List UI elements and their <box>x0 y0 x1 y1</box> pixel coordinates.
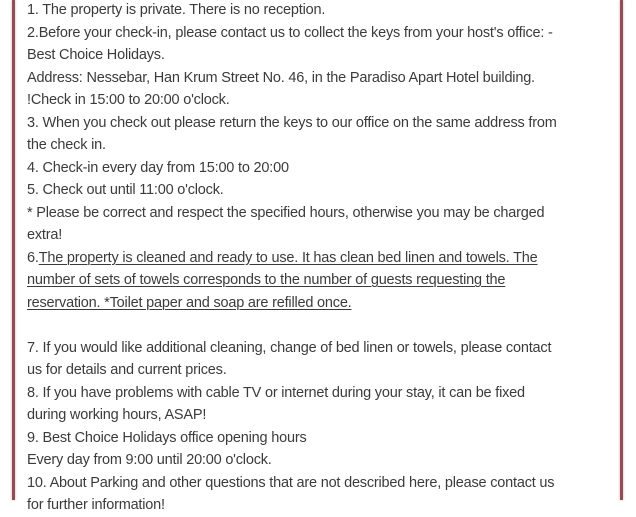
doc-line-before-checkin: 2.Before your check-in, please contact us to collect the keys from your host's office: - <box>27 24 553 41</box>
right-border-line <box>620 0 623 500</box>
doc-line-checkout-time: 5. Check out until 11:00 o'clock. <box>27 182 224 198</box>
doc-line-extra-cleaning-2: us for details and current prices. <box>27 362 227 378</box>
doc-line-parking-1: 10. About Parking and other questions that are not described here, please contact us <box>27 474 555 491</box>
doc-line-parking-2: for further information! <box>27 497 165 513</box>
document-content <box>27 0 612 517</box>
doc-line-address: Address: Nessebar, Han Krum Street No. 46, in the Paradiso Apart Hotel building. <box>27 69 535 86</box>
left-border-line <box>12 0 15 500</box>
doc-line-cleaned-property-1 <box>27 247 612 270</box>
doc-line-office-hours-value: Every day from 9:00 until 20:00 o'clock. <box>27 452 272 468</box>
doc-line-checkout-keys-2: the check in. <box>27 137 106 153</box>
underlined-text: The property is cleaned and ready to use. It has clean bed linen and towels. The <box>38 249 538 266</box>
doc-line-blank <box>27 314 612 337</box>
doc-line-cleaned-property-2: number of sets of towels corresponds to the number of guests requesting the <box>27 272 506 288</box>
item-number: 6. <box>27 249 39 266</box>
doc-line-respect-hours-2: extra! <box>27 227 63 243</box>
doc-line-extra-cleaning-1: 7. If you would like additional cleaning, change of bed linen or towels, please contact <box>27 339 552 356</box>
doc-line-respect-hours-1: * Please be correct and respect the specified hours, otherwise you may be charged <box>27 204 545 221</box>
doc-line-office-hours-title: 9. Best Choice Holidays office opening hours <box>27 429 307 446</box>
doc-line-cleaned-property-3: reservation. *Toilet paper and soap are refilled once. <box>27 294 352 311</box>
doc-line-agency-name: Best Choice Holidays. <box>27 47 165 63</box>
doc-line-checkin-daily: 4. Check-in every day from 15:00 to 20:00 <box>27 159 289 176</box>
doc-line-checkout-keys-1: 3. When you check out please return the keys to our office on the same address from <box>27 114 557 131</box>
doc-line-checkin-hours: !Check in 15:00 to 20:00 o'clock. <box>27 92 230 108</box>
doc-line-tv-internet-2: during working hours, ASAP! <box>27 407 207 423</box>
doc-line-no-reception: 1. The property is private. There is no reception. <box>27 2 326 18</box>
doc-line-tv-internet-1: 8. If you have problems with cable TV or internet during your stay, it can be fixed <box>27 384 525 401</box>
